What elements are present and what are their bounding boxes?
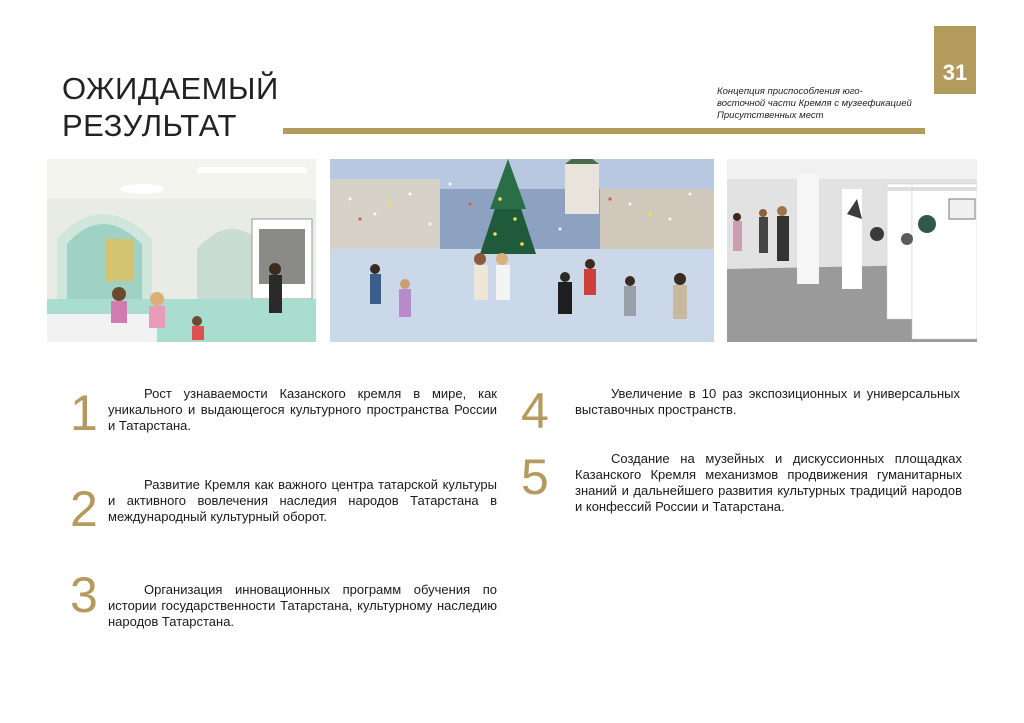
page-title-line-1: ОЖИДАЕМЫЙ bbox=[62, 71, 279, 106]
page-number: 31 bbox=[942, 60, 968, 85]
caption-line-1: Концепция приспособления юго- bbox=[717, 86, 863, 97]
result-text-2: Развитие Кремля как важного центра татарской культуры и активного вовлечения наследия народов Татарстана в международный культурный оборот. bbox=[108, 477, 497, 524]
exhibition-hall-photo bbox=[727, 159, 977, 342]
result-number-5: 5 bbox=[521, 449, 549, 505]
result-number-1: 1 bbox=[70, 385, 98, 441]
page-title-line-2: РЕЗУЛЬТАТ bbox=[62, 108, 237, 143]
caption-line-3: Присутственных мест bbox=[717, 110, 824, 121]
result-text-5: Создание на музейных и дискуссионных площадках Казанского Кремля механизмов продвижения гуманитарных знаний и дальнейшего развития культурных традиций народов и конфессий России и Татарстана. bbox=[575, 451, 962, 514]
page-number-badge bbox=[934, 26, 976, 94]
children-museum-space-photo bbox=[47, 159, 316, 342]
ice-rink-christmas-tree-photo bbox=[330, 159, 714, 342]
concept-caption bbox=[717, 86, 922, 122]
title-divider bbox=[283, 128, 925, 134]
result-number-4: 4 bbox=[521, 383, 549, 439]
result-number-3: 3 bbox=[70, 567, 98, 623]
result-number-2: 2 bbox=[70, 481, 98, 537]
page-title bbox=[62, 70, 279, 144]
result-text-1: Рост узнаваемости Казанского кремля в мире, как уникального и выдающегося культурного пространства России и Татарстана. bbox=[108, 386, 497, 433]
result-text-4: Увеличение в 10 раз экспозиционных и универсальных выставочных пространств. bbox=[575, 386, 960, 417]
caption-line-2: восточной части Кремля с музеефикацией bbox=[717, 98, 912, 109]
result-text-3: Организация инновационных программ обучения по истории государственности Татарстана, культурному наследию народов Татарстана. bbox=[108, 582, 497, 629]
